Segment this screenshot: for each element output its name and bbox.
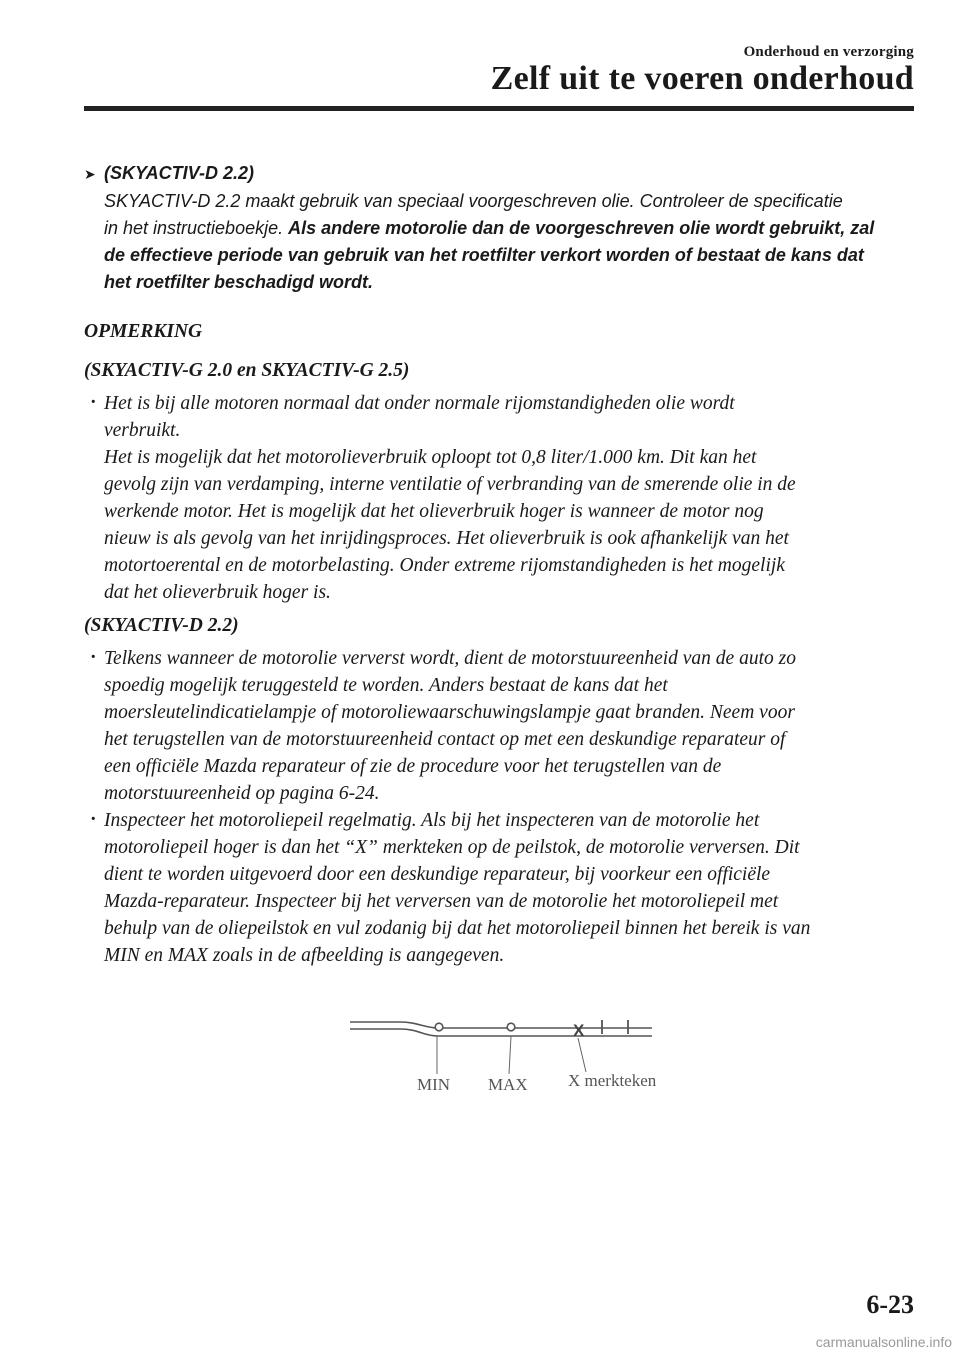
caution-line-1: SKYACTIV-D 2.2 maakt gebruik van speciaal voorgeschreven olie. Controleer de specificatie (104, 191, 843, 211)
caution-line-3: de effectieve periode van gebruik van het roetfilter verkort worden of bestaat de kans dat (104, 245, 864, 265)
note-subheading: (SKYACTIV-G 2.0 en SKYACTIV-G 2.5) (84, 360, 410, 381)
note-subheading: (SKYACTIV-D 2.2) (84, 615, 239, 636)
caution-line-2 (104, 215, 916, 242)
note-line: · Inspecteer het motoroliepeil regelmatig. Als bij het inspecteren van de motorolie het (104, 810, 760, 831)
note-label: OPMERKING (84, 321, 203, 342)
page-title: Zelf uit te voeren onderhoud (490, 60, 914, 97)
max-mark-circle (507, 1023, 515, 1031)
dipstick-figure (340, 1006, 680, 1106)
dipstick-handle (350, 1022, 652, 1028)
note-line: moersleutelindicatielampje of motoroliewaarschuwingslampje gaat branden. Neem voor (104, 702, 795, 723)
caution-block (84, 160, 916, 296)
note-list (84, 645, 924, 969)
note-line: gevolg zijn van verdamping, interne ventilatie of verbranding van de smerende olie in de (104, 474, 796, 495)
max-leader (509, 1036, 511, 1074)
min-label: MIN (417, 1075, 451, 1094)
note-list-item (84, 807, 924, 969)
note-line: nieuw is als gevolg van het inrijdingsproces. Het olieverbruik is ook afhankelijk van het (104, 528, 789, 549)
note-line: motortoerental en de motorbelasting. Onder extreme rijomstandigheden is het mogelijk (104, 555, 785, 576)
note-line: verbruikt. (104, 420, 181, 441)
note-line: een officiële Mazda reparateur of zie de procedure voor het terugstellen van de (104, 756, 722, 777)
note-line: MIN en MAX zoals in de afbeelding is aangegeven. (104, 945, 505, 966)
note-line: · Het is bij alle motoren normaal dat onder normale rijomstandigheden olie wordt (104, 393, 735, 414)
caution-body (84, 188, 916, 296)
note-line: spoedig mogelijk teruggesteld te worden. Anders bestaat de kans dat het (104, 675, 668, 696)
note-list (84, 390, 924, 606)
caution-heading: (SKYACTIV-D 2.2) (104, 163, 255, 183)
note-line: motoroliepeil hoger is dan het “X” merkteken op de peilstok, de motorolie verversen. Dit (104, 837, 800, 858)
note-list-item (84, 645, 924, 807)
arrow-bullet-icon: ➤ (84, 166, 96, 182)
page-number: 6-23 (866, 1290, 914, 1319)
note-line: motorstuureenheid op pagina 6-24. (104, 783, 380, 804)
max-label: MAX (488, 1075, 528, 1094)
note-list-item (84, 390, 924, 606)
note-line: · Telkens wanneer de motorolie ververst wordt, dient de motorstuureenheid van de auto zo (104, 648, 796, 669)
x-merkteken-label: X merkteken (568, 1071, 657, 1090)
watermark: carmanualsonline.info (815, 1334, 952, 1350)
note-line: Het is mogelijk dat het motorolieverbruik oploopt tot 0,8 liter/1.000 km. Dit kan het (104, 447, 757, 468)
header-rule (84, 106, 914, 111)
note-line: dat het olieverbruik hoger is. (104, 582, 331, 603)
caution-line-2-plain: in het instructieboekje. (104, 218, 289, 238)
note-line: behulp van de oliepeilstok en vul zodanig bij dat het motoroliepeil binnen het bereik is van (104, 918, 811, 939)
note-line: het terugstellen van de motorstuureenheid contact op met een deskundige reparateur of (104, 729, 786, 750)
note-block (84, 318, 924, 975)
note-line: dient te worden uitgevoerd door een deskundige reparateur, bij voorkeur een officiële (104, 864, 771, 885)
note-groups (84, 357, 924, 969)
min-mark-circle (435, 1023, 443, 1031)
caution-line-4: het roetfilter beschadigd wordt. (104, 272, 374, 292)
note-line: werkende motor. Het is mogelijk dat het olieverbruik hoger is wanneer de motor nog (104, 501, 764, 522)
x-mark: X (573, 1021, 585, 1040)
note-line: Mazda-reparateur. Inspecteer bij het verversen van de motorolie het motoroliepeil met (104, 891, 779, 912)
x-leader (578, 1038, 586, 1072)
caution-line-2-bold: Als andere motorolie dan de voorgeschreven olie wordt gebruikt, zal (288, 218, 875, 238)
header-section: Onderhoud en verzorging (743, 44, 914, 60)
dipstick-handle-bottom (350, 1029, 652, 1036)
